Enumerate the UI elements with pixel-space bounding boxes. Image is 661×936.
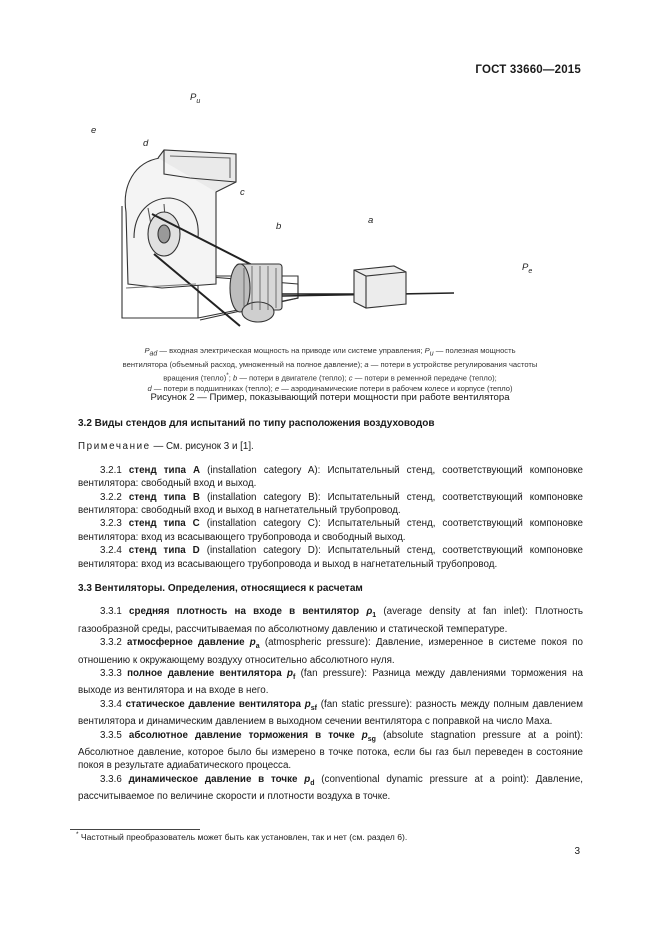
definition-3-3-6: 3.3.6 динамическое давление в точке $p_d$ (conventional dynamic pressure at a point): Давление, рассчитываемое по величине скорости и плотности воздуха в точке. <box>78 773 583 803</box>
definition-3-3-4: 3.3.4 статическое давление вентилятора $p_{sf}$ (fan static pressure): разность между полным давлением вентилятора и динамическим давлением в выходном сечении вентилятора с поправкой на число Маха. <box>78 698 583 728</box>
definition-3-2-1: 3.2.1 стенд типа А (installation category A): Испытательный стенд, соответствующий компоновке вентилятора: свободный вход и выход. <box>78 464 584 490</box>
label-b: b <box>276 221 282 232</box>
label-d: d <box>143 138 149 149</box>
label-e: e <box>91 125 97 136</box>
definition-3-2-3: 3.2.3 стенд типа С (installation category C): Испытательный стенд, соответствующий компоновке вентилятора: вход из всасывающего трубопровода и свободный выход. <box>78 518 583 543</box>
page-number: 3 <box>574 846 580 857</box>
note: Примечание — См. рисунок 3 и [1]. <box>78 441 254 453</box>
figure-legend: $P_{ad}$ — входная электрическая мощность на приводе или системе управления; $P_u$ — полезная мощность вентилятора (объемный расход, умноженный на полное давление); a — потери в устройстве регулирования частоты вращения (тепло)*; b — потери в двигателе (тепло); c — потери в ременной передаче (тепло); d — потери в подшипниках (тепло); e — аэродинамические потери в рабочем колесе и корпусе (тепло) <box>122 346 538 393</box>
figure-caption: Рисунок 2 — Пример, показывающий потери мощности при работе вентилятора <box>150 392 510 403</box>
label-pe: $P_e$ <box>522 262 533 275</box>
definition-3-3-2: 3.3.2 атмосферное давление $p_a$ (atmospheric pressure): Давление, измеренное в системе покоя по отношению к окружающему воздуху относительно абсолютного нуля. <box>78 637 584 666</box>
section-heading-3-3: 3.3 Вентиляторы. Определения, относящиеся к расчетам <box>78 583 363 595</box>
label-c: c <box>240 187 245 198</box>
footnote: * Частотный преобразователь может быть как установлен, так и нет (см. раздел 6). <box>76 831 408 842</box>
definition-3-2-2: 3.2.2 стенд типа В (installation category B): Испытательный стенд, соответствующий компоновке вентилятора: свободный вход и выход в нагнетательный трубопровод. <box>78 491 584 517</box>
definition-3-3-5: 3.3.5 абсолютное давление торможения в точке $p_{sg}$ (absolute stagnation pressure at a point): Абсолютное давление, которое было бы измерено в точке потока, если бы газ был переведен в состояние покоя в результате адиабатического процесса. <box>78 729 584 772</box>
figure-power-losses <box>70 88 590 338</box>
main-text <box>78 414 583 803</box>
footnote-divider <box>70 829 200 830</box>
definition-3-3-3: 3.3.3 полное давление вентилятора $p_f$ (fan pressure): Разница между давлениями торможения на выходе из вентилятора и на входе в него. <box>78 668 584 697</box>
document-header: ГОСТ 33660—2015 <box>475 64 581 76</box>
section-heading-3-2: 3.2 Виды стендов для испытаний по типу расположения воздуховодов <box>78 418 435 429</box>
fan-drawing <box>70 88 590 338</box>
definition-3-3-1: 3.3.1 средняя плотность на входе в вентилятор $\rho_1$ (average density at fan inlet): Плотность газообразной среды, рассчитываемая по абсолютному давлению и статической температуре. <box>78 606 583 635</box>
definition-3-2-4: 3.2.4 стенд типа D (installation category D): Испытательный стенд, соответствующий компоновке вентилятора: вход из всасывающего трубопровода и выход в нагнетательный трубопровод. <box>78 545 583 570</box>
label-pu: $P_u$ <box>190 92 201 105</box>
label-a: a <box>368 215 374 226</box>
